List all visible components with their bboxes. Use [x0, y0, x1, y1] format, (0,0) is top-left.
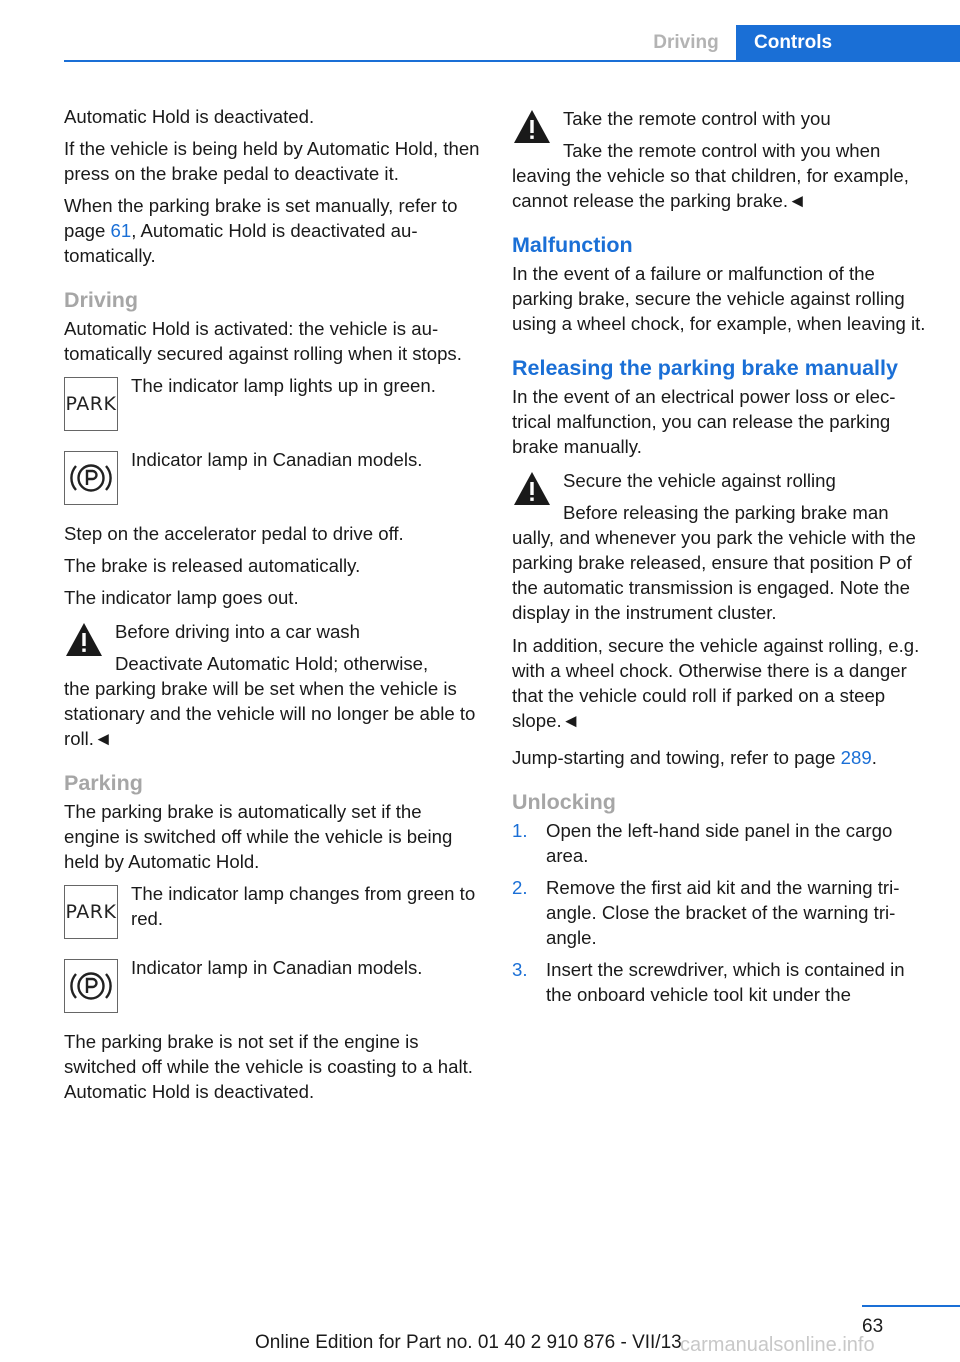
right-column [512, 104, 928, 1014]
heading-parking: Parking [64, 771, 143, 795]
warning-text: ually, and whenever you park the vehicle with the parking brake released, ensure that position P of the automatic transmission is engaged. Note the display in the instrument cluster. [512, 527, 916, 623]
paragraph: Step on the accelerator pedal to drive off. [64, 523, 404, 544]
page-number: 63 [862, 1316, 884, 1337]
warning-text: leaving the vehicle so that children, for example, cannot release the parking brake.◄ [512, 165, 909, 211]
parking-brake-circle-p-icon [64, 451, 118, 505]
heading-unlocking: Unlocking [512, 790, 616, 814]
step-text: Open the left-hand side panel in the cargo area. [546, 820, 893, 866]
park-label: PARK [65, 392, 117, 415]
page-link-61[interactable]: 61 [110, 220, 132, 241]
park-indicator-icon [64, 885, 118, 939]
paragraph: In addition, secure the vehicle against rolling, e.g. with a wheel chock. Otherwise there is a danger that the vehicle could roll if parked on a steep slope.◄ [512, 635, 920, 731]
lamp-description: Indicator lamp in Canadian models. [131, 449, 423, 470]
footer-divider [862, 1305, 960, 1307]
list-item [512, 957, 928, 1007]
step-number: 1. [512, 820, 528, 841]
park-indicator-icon [64, 377, 118, 431]
warning-title: Take the remote control with you [563, 108, 831, 129]
edition-footer: Online Edition for Part no. 01 40 2 910 876 - VII/13 [255, 1332, 682, 1353]
heading-malfunction: Malfunction [512, 233, 633, 257]
warning-text: Deactivate Automatic Hold; otherwise, [115, 653, 429, 674]
lamp-row [64, 447, 480, 505]
step-number: 3. [512, 959, 528, 980]
paragraph-text: . [871, 747, 877, 768]
header-tabs [636, 25, 960, 61]
parking-brake-circle-p-icon [64, 959, 118, 1013]
list-item [512, 875, 928, 950]
heading-releasing-parking-brake: Releasing the parking brake manually [512, 356, 898, 380]
tab-controls[interactable]: Controls [736, 25, 960, 61]
step-text: Remove the first aid kit and the warning triangle. Close the bracket of the warning triangle. [546, 877, 900, 948]
paragraph: The indicator lamp goes out. [64, 587, 299, 608]
paragraph: Automatic Hold is deactivated. [64, 106, 315, 127]
warning-text: Take the remote control with you when [563, 140, 881, 161]
paragraph-text: , Automatic Hold is deactivated automatically. [64, 220, 418, 266]
heading-driving: Driving [64, 288, 139, 312]
warning-block [512, 104, 928, 213]
park-label: PARK [65, 900, 117, 923]
lamp-description: Indicator lamp in Canadian models. [131, 957, 423, 978]
step-text: Insert the screwdriver, which is contained in the onboard vehicle tool kit under the [546, 959, 905, 1005]
unlocking-steps [512, 818, 928, 1007]
paragraph: The parking brake is automatically set if the engine is switched off while the vehicle is being held by Automatic Hold. [64, 801, 453, 872]
paragraph [512, 745, 928, 770]
warning-block [512, 466, 928, 625]
paragraph: Automatic Hold is activated: the vehicle is automatically secured against rolling when it stops. [64, 318, 462, 364]
warning-triangle-icon [512, 108, 552, 146]
lamp-row [64, 373, 480, 431]
lamp-row [64, 881, 480, 939]
paragraph [64, 193, 480, 268]
paragraph: In the event of a failure or malfunction of the parking brake, secure the vehicle against rolling using a wheel chock, for example, when leaving it. [512, 263, 926, 334]
paragraph-text: When the parking brake is set manually, refer to page [64, 195, 458, 241]
paragraph: If the vehicle is being held by Automatic Hold, then press on the brake pedal to deactivate it. [64, 138, 480, 184]
left-column [64, 104, 480, 1111]
list-item [512, 818, 928, 868]
warning-title: Secure the vehicle against rolling [563, 470, 836, 491]
paragraph-text: Jump-starting and towing, refer to page [512, 747, 841, 768]
warning-title: Before driving into a car wash [115, 621, 360, 642]
warning-triangle-icon [64, 621, 104, 659]
warning-text: Before releasing the parking brake man [563, 502, 889, 523]
page-link-289[interactable]: 289 [840, 747, 872, 768]
paragraph: The brake is released automatically. [64, 555, 361, 576]
tab-driving[interactable]: Driving [653, 32, 719, 53]
warning-block [64, 617, 480, 751]
warning-triangle-icon [512, 470, 552, 508]
header-divider [64, 60, 960, 62]
lamp-description: The indicator lamp lights up in green. [131, 375, 436, 396]
lamp-description: The indicator lamp changes from green to red. [131, 883, 476, 929]
paragraph: The parking brake is not set if the engine is switched off while the vehicle is coasting to a halt. Automatic Hold is deactivated. [64, 1031, 473, 1102]
step-number: 2. [512, 877, 528, 898]
paragraph: In the event of an electrical power loss or electrical malfunction, you can release the parking brake manually. [512, 386, 896, 457]
watermark: carmanualsonline.info [680, 1334, 875, 1356]
lamp-row [64, 955, 480, 1013]
warning-text: the parking brake will be set when the vehicle is stationary and the vehicle will no longer be able to roll.◄ [64, 678, 476, 749]
